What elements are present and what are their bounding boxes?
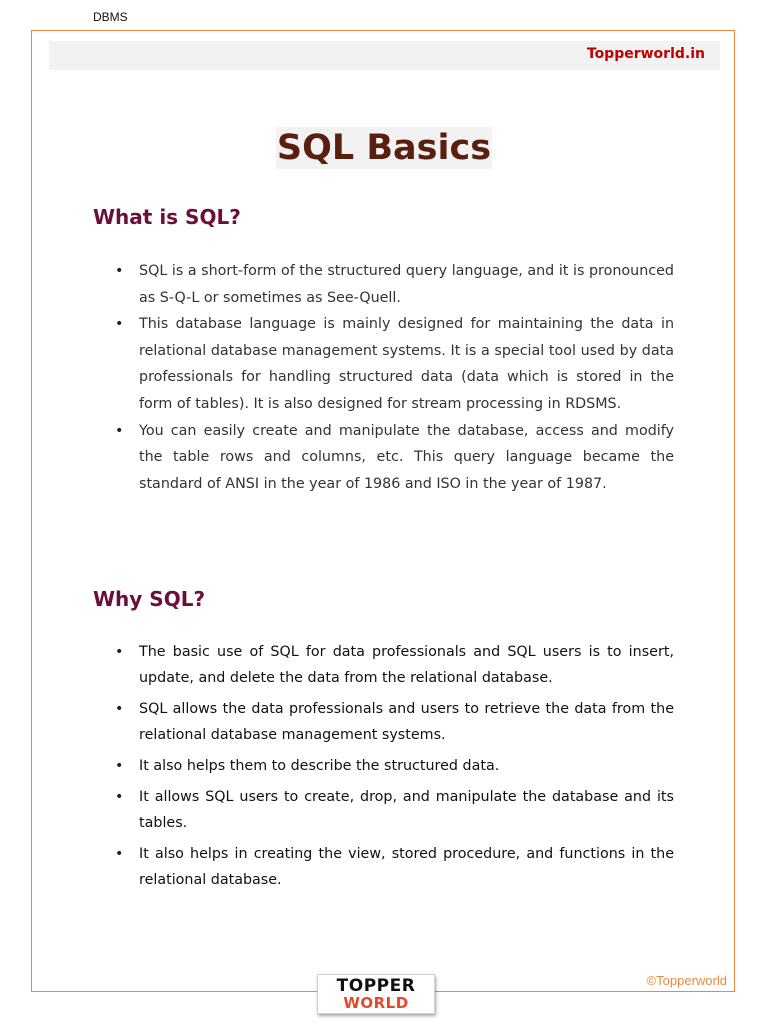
- copyright-notice: ©Topperworld: [646, 973, 727, 988]
- section-heading-what-is-sql: What is SQL?: [93, 205, 241, 229]
- list-item: • The basic use of SQL for data professionals and SQL users is to insert, update, and delete the data from the relational database.: [139, 639, 674, 691]
- list-item: • You can easily create and manipulate the database, access and modify the table rows and columns, etc. This query language became the standard of ANSI in the year of 1986 and ISO in the year of 1987.: [139, 418, 674, 498]
- document-label: DBMS: [93, 10, 128, 24]
- title-container: [0, 127, 768, 169]
- what-is-sql-list: [139, 258, 674, 497]
- header-bar: [49, 41, 720, 70]
- page-title: SQL Basics: [276, 128, 492, 168]
- list-item: • It also helps them to describe the structured data.: [139, 753, 674, 779]
- list-item: • It allows SQL users to create, drop, and manipulate the database and its tables.: [139, 784, 674, 836]
- section-heading-why-sql: Why SQL?: [93, 587, 206, 611]
- list-item: • SQL allows the data professionals and users to retrieve the data from the relational database management systems.: [139, 696, 674, 748]
- list-item: • It also helps in creating the view, stored procedure, and functions in the relational database.: [139, 841, 674, 893]
- footer-logo: [317, 974, 435, 1014]
- brand-name: Topperworld.in: [586, 46, 705, 62]
- logo-text-top: TOPPER: [336, 976, 416, 996]
- logo-text-bottom: WORLD: [343, 994, 409, 1012]
- list-item: • This database language is mainly designed for maintaining the data in relational database management systems. It is a special tool used by data professionals for handling structured data (data which is stored in the form of tables). It is also designed for stream processing in RDSMS.: [139, 311, 674, 417]
- why-sql-list: [139, 639, 674, 898]
- list-item: • SQL is a short-form of the structured query language, and it is pronounced as S-Q-L or sometimes as See-Quell.: [139, 258, 674, 311]
